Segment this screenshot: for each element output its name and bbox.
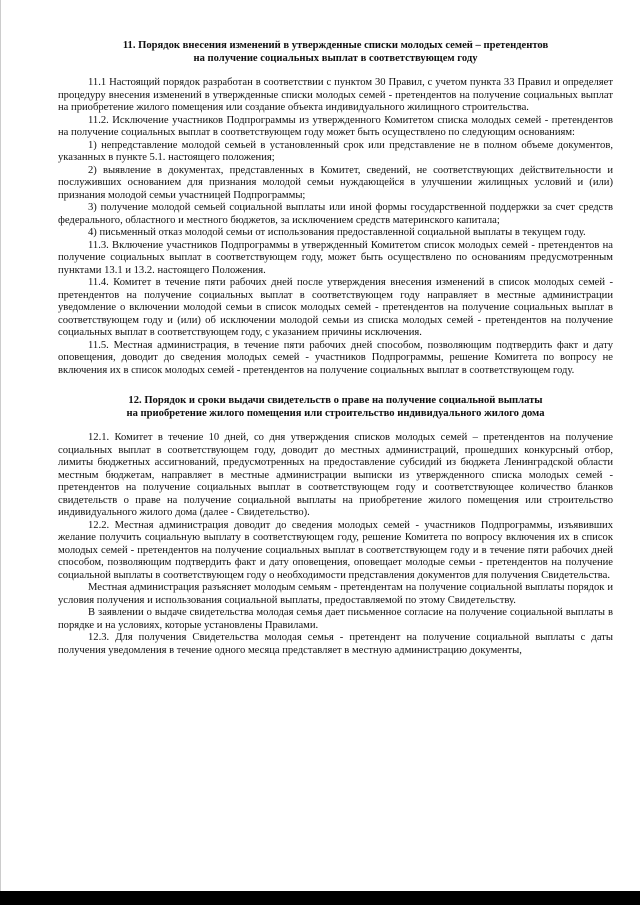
paragraph-12-3: 12.3. Для получения Свидетельства молодая семья - претендент на получение социальной выплаты с даты получения уведомления в течение одного месяца представляет в местную администрацию документы, — [58, 632, 613, 656]
paragraph-11-5: 11.5. Местная администрация, в течение пяти рабочих дней способом, позволяющим подтвердить факт и дату оповещения, доводит до сведения молодых семей - участников Подпрограммы, решение Комитета по вопросу не включения их в список молодых семей - претендентов на получение социальных выплат в соответствующем году. — [58, 339, 613, 376]
paragraph-11-2-item-1: 1) непредставление молодой семьей в установленный срок или представление не в полном объеме документов, указанных в пункте 5.1. настоящего положения; — [58, 139, 613, 163]
paragraph-11-4: 11.4. Комитет в течение пяти рабочих дней после утверждения внесения изменений в список молодых семей - претендентов на получение социальных выплат в соответствующем году направляет в местные администрации уведомление о включении молодой семьи в список молодых семей - претендентов на получение социальных выплат в соответствующем году и (или) об исключении молодой семьи из списка молодых семей - претендентов на получение социальных выплат в соответствующем году, с указанием причины исключения. — [58, 277, 613, 338]
section-11-title-line-2: на получение социальных выплат в соответствующем году — [193, 52, 478, 64]
paragraph-12-1: 12.1. Комитет в течение 10 дней, со дня утверждения списков молодых семей – претендентов на получение социальных выплат в соответствующем году, доводит до местных администраций, прошедших конкурсный отбор, лимиты бюджетных ассигнований, предусмотренных на предоставление субсидий из бюджета Ленинградской области местным бюджетам, направляет в местные администрации выписки из утвержденного списка молодых семей - претендентов на получение социальных выплат в соответствующем году и соответствующее количество бланков свидетельств о праве на получение социальной выплаты на приобретение жилого помещения или строительство индивидуального жилого дома (далее - Свидетельство). — [58, 432, 613, 518]
section-12-title — [58, 395, 613, 420]
paragraph-12-2-explanation: Местная администрация разъясняет молодым семьям - претендентам на получение социальной выплаты порядок и условия получения и использования социальной выплаты, предоставляемой по этому Свидетельству. — [58, 582, 613, 606]
paragraph-11-1: 11.1 Настоящий порядок разработан в соответствии с пунктом 30 Правил, с учетом пункта 33 Правил и определяет процедуру внесения изменений в утвержденные списки молодых семей - претендентов на получение социальных выплат на приобретение жилого помещения или создание объекта индивидуального жилищного строительства. — [58, 77, 613, 113]
paragraph-11-2-item-4: 4) письменный отказ молодой семьи от использования предоставленной социальной выплаты в текущем году. — [88, 227, 586, 238]
paragraph-12-2: 12.2. Местная администрация доводит до сведения молодых семей - участников Подпрограммы, изъявивших желание получить социальную выплату в соответствующем году, решение Комитета по вопросу включения их в список молодых семей - претендентов на получение социальных выплат в соответствующем году и в течение пяти рабочих дней способом, позволяющим подтвердить факт и дату оповещения, оповещает молодые семьи - претендентов на получение социальной выплаты в соответствующем году о необходимости представления документов для получения Свидетельства. — [58, 519, 613, 581]
paragraph-11-2-item-3: 3) получение молодой семьей социальной выплаты или иной формы государственной поддержки за счет средств федерального, областного и местного бюджетов, за исключением средств материнского капитала; — [58, 202, 613, 226]
section-11-title-line-1: 11. Порядок внесения изменений в утвержденные списки молодых семей – претендентов — [122, 40, 549, 51]
paragraph-11-2-item-2: 2) выявление в документах, представленных в Комитет, сведений, не соответствующих действительности и послуживших основанием для признания молодой семьи нуждающейся в улучшении жилищных условий и (или) признания молодой семьи участницей Подпрограммы; — [58, 164, 613, 201]
paragraph-11-3: 11.3. Включение участников Подпрограммы в утвержденный Комитетом список молодых семей - претендентов на получение социальных выплат в соответствующем году, может быть осуществлено по основаниям предусмотренным пунктами 13.1 и 13.2. настоящего Положения. — [58, 239, 613, 276]
paragraph-11-2: 11.2. Исключение участников Подпрограммы из утвержденного Комитетом списка молодых семей - претендентов на получение социальных выплат в соответствующем году может быть осуществлено по следующим основаниям: — [58, 114, 613, 138]
section-11-title — [58, 40, 613, 65]
section-gap — [58, 377, 613, 395]
scan-edge — [0, 0, 1, 905]
scan-bottom-bar — [0, 891, 640, 905]
document-page — [58, 40, 613, 657]
section-12-title-line-1: 12. Порядок и сроки выдачи свидетельств о праве на получение социальной выплаты — [128, 395, 543, 406]
paragraph-12-2-consent: В заявлении о выдаче свидетельства молодая семья дает письменное согласие на получение социальной выплаты в порядке и на условиях, которые установлены Правилами. — [58, 607, 613, 631]
section-12-title-line-2: на приобретение жилого помещения или строительство индивидуального жилого дома — [126, 407, 545, 419]
